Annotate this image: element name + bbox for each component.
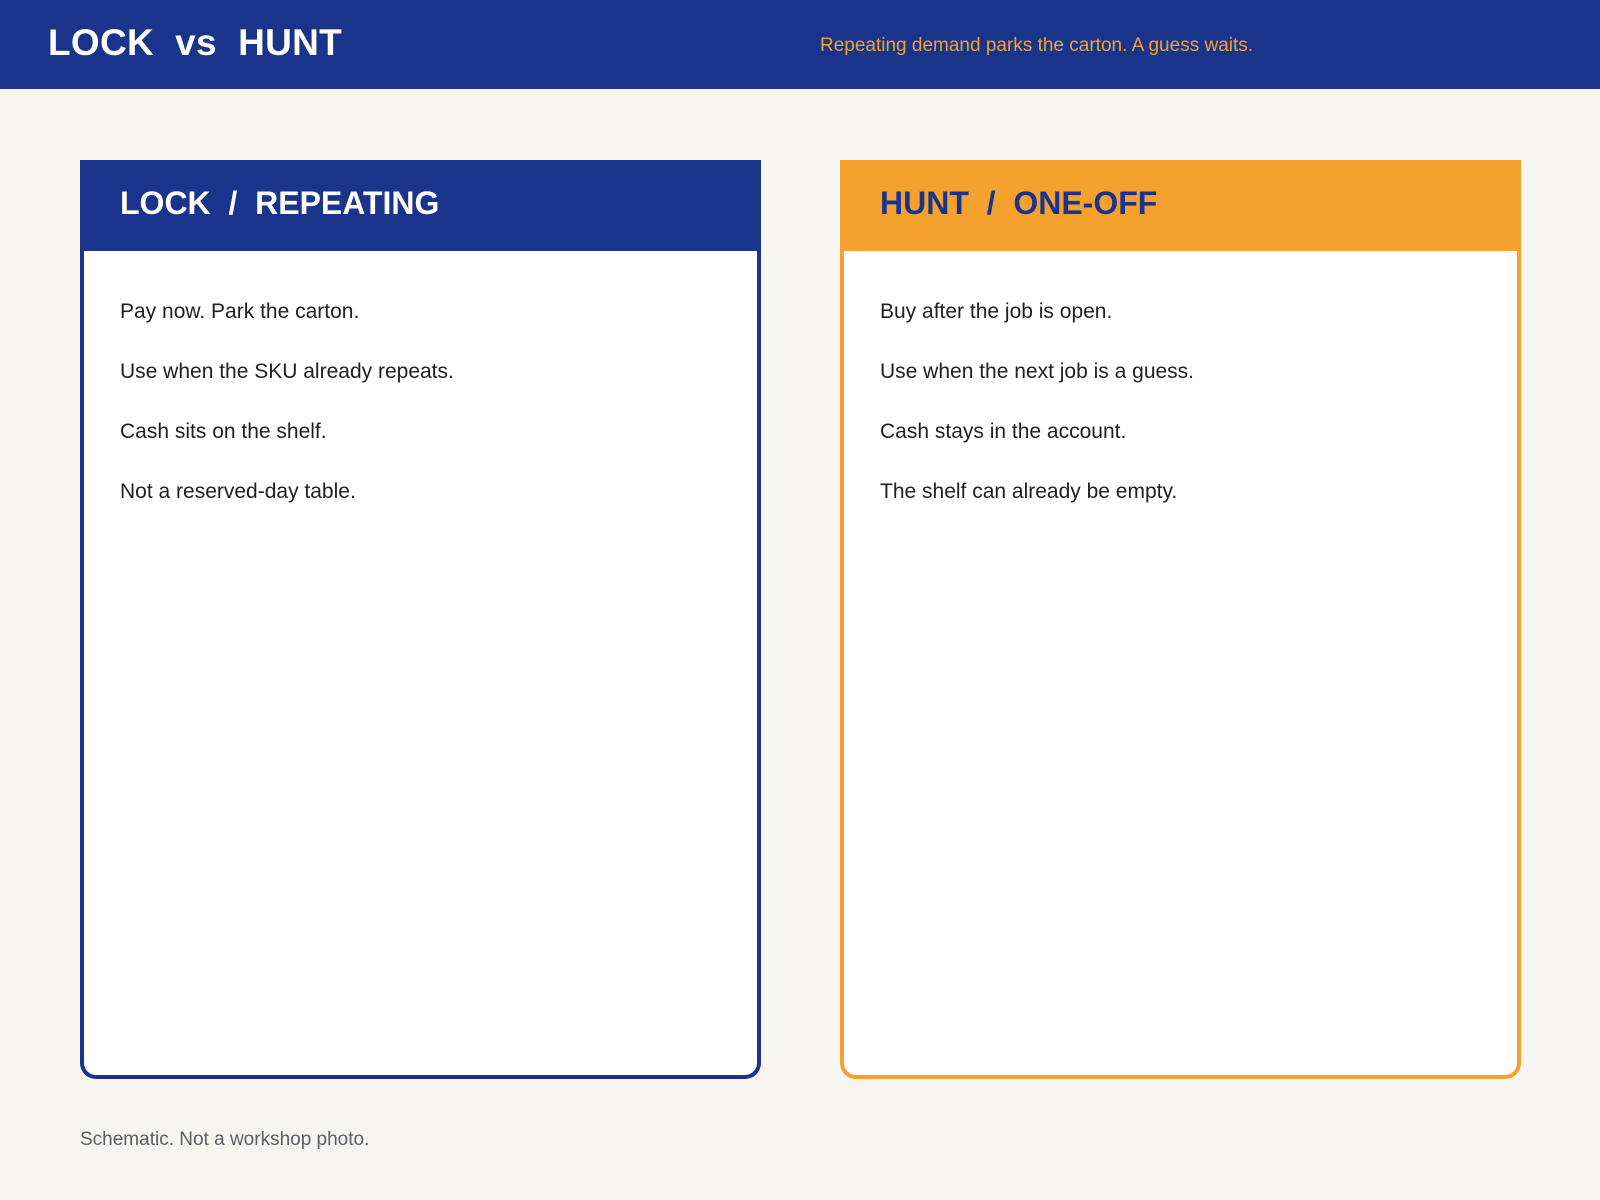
hunt-card bbox=[840, 160, 1521, 1079]
hunt-card-line: Use when the next job is a guess. bbox=[880, 360, 1195, 383]
lock-card-header bbox=[80, 160, 761, 251]
page-title: LOCK vs HUNT bbox=[48, 22, 343, 63]
lock-card bbox=[80, 160, 761, 1079]
hunt-card-header bbox=[840, 160, 1521, 251]
hunt-card-list bbox=[880, 300, 1194, 540]
hunt-card-line: Buy after the job is open. bbox=[880, 300, 1113, 323]
hunt-card-line: Cash stays in the account. bbox=[880, 420, 1127, 443]
hunt-card-title: HUNT / ONE-OFF bbox=[880, 185, 1158, 221]
footnote: Schematic. Not a workshop photo. bbox=[80, 1129, 370, 1150]
lock-card-line: Cash sits on the shelf. bbox=[120, 420, 327, 443]
lock-card-line: Use when the SKU already repeats. bbox=[120, 360, 454, 383]
lock-card-line: Not a reserved-day table. bbox=[120, 480, 356, 503]
lock-card-title: LOCK / REPEATING bbox=[120, 185, 440, 221]
page-tagline: Repeating demand parks the carton. A guess waits. bbox=[820, 35, 1254, 56]
lock-card-list bbox=[120, 300, 454, 540]
header-bar bbox=[0, 0, 1600, 89]
lock-card-line: Pay now. Park the carton. bbox=[120, 300, 360, 323]
hunt-card-line: The shelf can already be empty. bbox=[880, 480, 1178, 503]
